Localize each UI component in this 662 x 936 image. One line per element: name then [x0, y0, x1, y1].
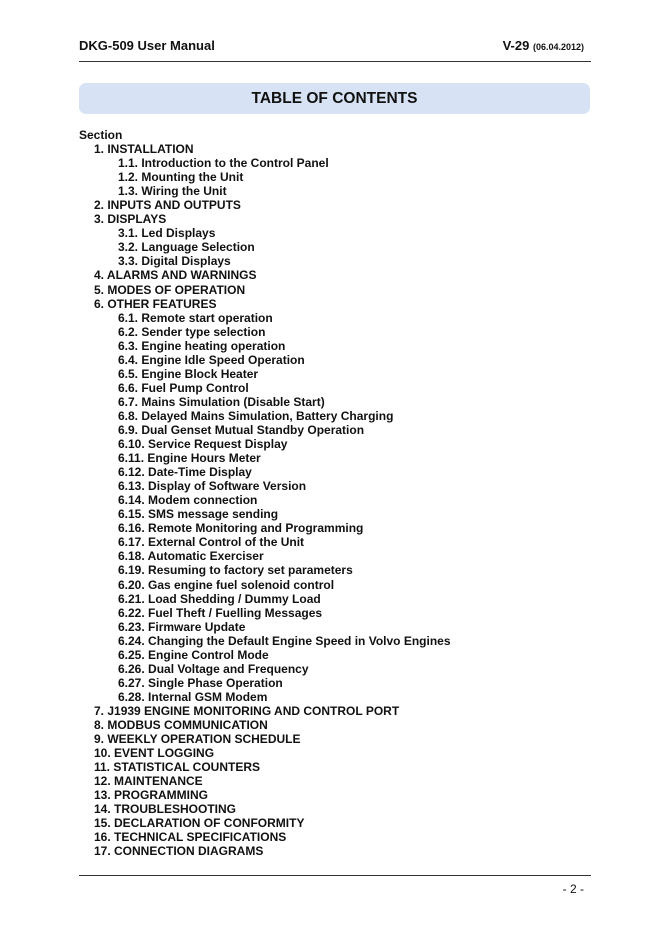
page-header	[79, 38, 584, 56]
toc-subsection-link[interactable]: 6.26. Dual Voltage and Frequency	[118, 661, 309, 676]
toc-chapter-link[interactable]: 11. STATISTICAL COUNTERS	[94, 760, 261, 775]
toc-subsection-link[interactable]: 6.25. Engine Control Mode	[118, 647, 269, 662]
toc-subsection-link[interactable]: 6.15. SMS message sending	[118, 507, 279, 522]
version-label: V-29	[502, 38, 530, 53]
toc-subsection-link[interactable]: 6.8. Delayed Mains Simulation, Battery Charging	[118, 408, 394, 423]
toc-subsection-link[interactable]: 6.3. Engine heating operation	[118, 338, 286, 353]
version-info	[503, 38, 584, 53]
manual-title: DKG-509 User Manual	[79, 38, 215, 53]
toc-chapter-link[interactable]: 15. DECLARATION OF CONFORMITY	[94, 816, 305, 831]
toc-subsection-link[interactable]: 1.2. Mounting the Unit	[118, 170, 244, 185]
toc-chapter-link[interactable]: 5. MODES OF OPERATION	[94, 282, 246, 297]
toc-subsection-link[interactable]: 6.5. Engine Block Heater	[118, 366, 259, 381]
page-number: - 2 -	[562, 882, 584, 896]
toc-subsection-link[interactable]: 6.9. Dual Genset Mutual Standby Operation	[118, 422, 365, 437]
toc-subsection-link[interactable]: 6.24. Changing the Default Engine Speed in Volvo Engines	[118, 633, 451, 648]
toc-subsection-link[interactable]: 6.14. Modem connection	[118, 493, 258, 508]
toc-subsection-link[interactable]: 6.27. Single Phase Operation	[118, 675, 283, 690]
toc-subsection-link[interactable]: 6.4. Engine Idle Speed Operation	[118, 352, 305, 367]
toc-chapter-link[interactable]: 3. DISPLAYS	[94, 212, 167, 227]
toc-subsection-link[interactable]: 6.22. Fuel Theft / Fuelling Messages	[118, 605, 323, 620]
toc-chapter-link[interactable]: 4. ALARMS AND WARNINGS	[94, 268, 257, 283]
toc-chapter-link[interactable]: 17. CONNECTION DIAGRAMS	[94, 844, 264, 859]
toc-subsection-link[interactable]: 6.28. Internal GSM Modem	[118, 689, 268, 704]
toc-section-label: Section	[79, 128, 123, 142]
toc-list	[79, 128, 599, 858]
toc-subsection-link[interactable]: 3.1. Led Displays	[118, 226, 216, 241]
toc-subsection-link[interactable]: 1.1. Introduction to the Control Panel	[118, 156, 329, 171]
toc-chapter-link[interactable]: 12. MAINTENANCE	[94, 774, 203, 789]
toc-chapter-link[interactable]: 16. TECHNICAL SPECIFICATIONS	[94, 830, 287, 845]
toc-subsection-link[interactable]: 3.3. Digital Displays	[118, 254, 231, 269]
toc-chapter-link[interactable]: 7. J1939 ENGINE MONITORING AND CONTROL PORT	[94, 703, 400, 718]
toc-chapter-link[interactable]: 6. OTHER FEATURES	[94, 296, 217, 311]
toc-subsection-link[interactable]: 6.1. Remote start operation	[118, 310, 273, 325]
toc-chapter-link[interactable]: 14. TROUBLESHOOTING	[94, 802, 237, 817]
toc-subsection-link[interactable]: 1.3. Wiring the Unit	[118, 184, 227, 199]
toc-subsection-link[interactable]: 6.19. Resuming to factory set parameters	[118, 563, 353, 578]
toc-title: TABLE OF CONTENTS	[251, 89, 418, 107]
toc-chapter-link[interactable]: 8. MODBUS COMMUNICATION	[94, 717, 268, 732]
toc-subsection-link[interactable]: 6.10. Service Request Display	[118, 437, 288, 452]
toc-chapter-link[interactable]: 2. INPUTS AND OUTPUTS	[94, 198, 241, 213]
toc-chapter-link[interactable]: 9. WEEKLY OPERATION SCHEDULE	[94, 732, 301, 747]
toc-chapter-link[interactable]: 1. INSTALLATION	[94, 142, 194, 157]
toc-subsection-link[interactable]: 6.20. Gas engine fuel solenoid control	[118, 577, 335, 592]
toc-chapter-link[interactable]: 10. EVENT LOGGING	[94, 746, 215, 761]
toc-chapter-link[interactable]: 13. PROGRAMMING	[94, 788, 209, 803]
toc-subsection-link[interactable]: 6.17. External Control of the Unit	[118, 535, 305, 550]
toc-subsection-link[interactable]: 6.18. Automatic Exerciser	[118, 549, 264, 564]
toc-subsection-link[interactable]: 6.6. Fuel Pump Control	[118, 380, 249, 395]
header-divider	[79, 61, 591, 62]
toc-subsection-link[interactable]: 6.16. Remote Monitoring and Programming	[118, 521, 364, 536]
toc-subsection-link[interactable]: 6.7. Mains Simulation (Disable Start)	[118, 394, 325, 409]
toc-subsection-link[interactable]: 3.2. Language Selection	[118, 240, 255, 255]
toc-subsection-link[interactable]: 6.13. Display of Software Version	[118, 479, 307, 494]
version-date: (06.04.2012)	[532, 42, 584, 52]
toc-subsection-link[interactable]: 6.2. Sender type selection	[118, 324, 266, 339]
toc-banner	[79, 83, 590, 114]
toc-subsection-link[interactable]: 6.23. Firmware Update	[118, 619, 246, 634]
toc-subsection-link[interactable]: 6.11. Engine Hours Meter	[118, 451, 261, 466]
toc-subsection-link[interactable]: 6.21. Load Shedding / Dummy Load	[118, 591, 321, 606]
footer-divider	[79, 875, 591, 876]
toc-subsection-link[interactable]: 6.12. Date-Time Display	[118, 465, 252, 480]
